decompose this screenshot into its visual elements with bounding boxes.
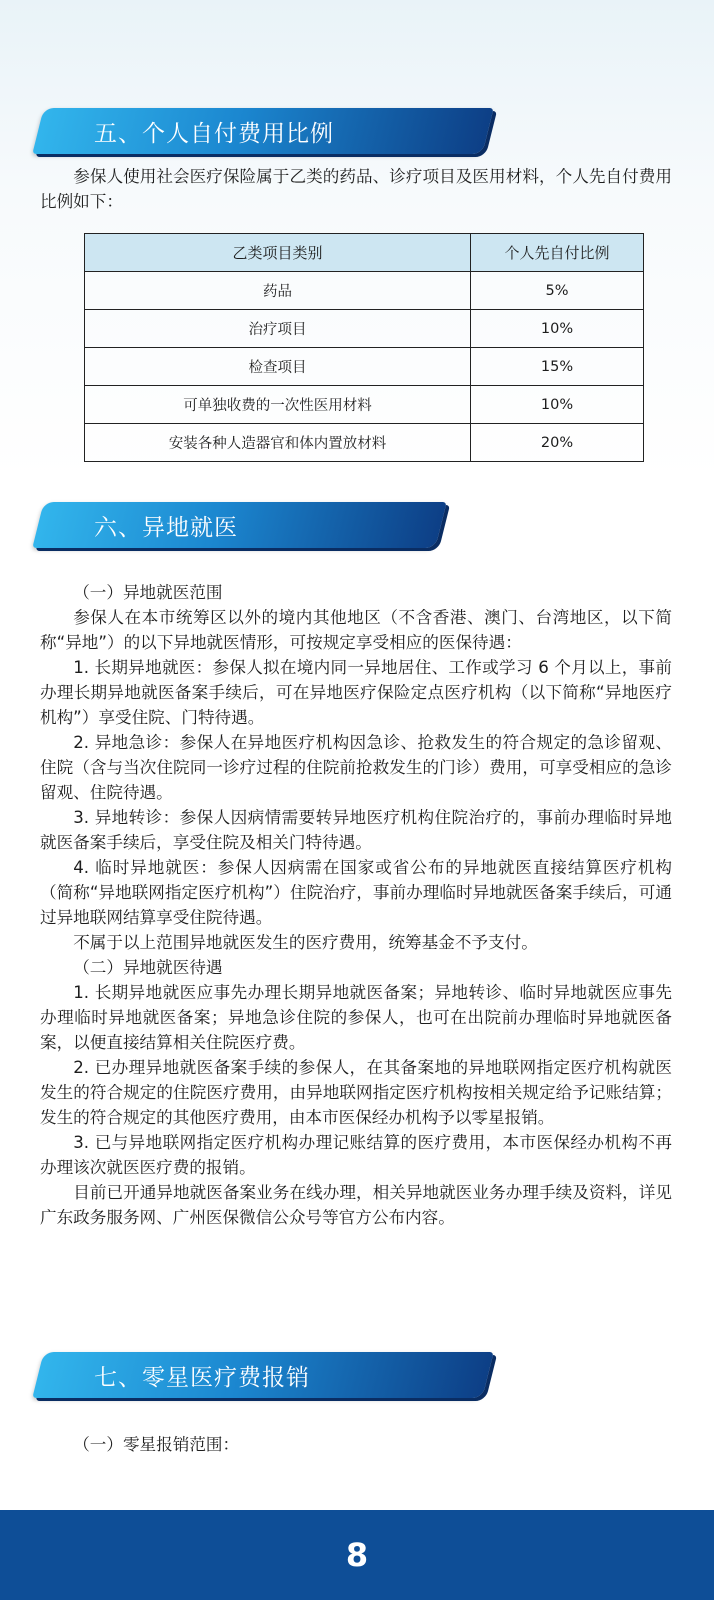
section-6-title: 六、异地就医 — [94, 514, 238, 541]
section-5-title: 五、个人自付费用比例 — [94, 120, 334, 147]
table-row — [85, 272, 644, 310]
page-footer — [0, 1510, 714, 1600]
cell-ratio: 20% — [471, 424, 644, 462]
section-7-subtitle: （一）零星报销范围： — [73, 1435, 240, 1454]
paragraph-benefit-1: 1. 长期异地就医应事先办理长期异地就医备案；异地转诊、临时异地就医应事先办理临时异地就医备案；异地急诊住院的参保人，也可在出院前办理临时异地就医备案，以便直接结算相关住院医疗费。 — [40, 983, 672, 1052]
section-6-banner — [38, 502, 441, 548]
paragraph-long-term: 1. 长期异地就医：参保人拟在境内同一异地居住、工作或学习 6 个月以上，事前办理长期异地就医备案手续后，可在异地医疗保险定点医疗机构（以下简称“异地医疗机构”）享受住院、门特待遇。 — [40, 658, 672, 727]
cell-category: 药品 — [85, 272, 471, 310]
cell-ratio: 5% — [471, 272, 644, 310]
paragraph-scope-intro: 参保人在本市统筹区以外的境内其他地区（不含香港、澳门、台湾地区，以下简称“异地”）的以下异地就医情形，可按规定享受相应的医保待遇： — [40, 608, 672, 652]
cell-category: 治疗项目 — [85, 310, 471, 348]
section-5-intro: 参保人使用社会医疗保险属于乙类的药品、诊疗项目及医用材料，个人先自付费用比例如下： — [40, 167, 672, 211]
cell-category: 可单独收费的一次性医用材料 — [85, 386, 471, 424]
cell-category: 安装各种人造器官和体内置放材料 — [85, 424, 471, 462]
header-category: 乙类项目类别 — [85, 234, 471, 272]
paragraph-referral: 3. 异地转诊：参保人因病情需要转异地医疗机构住院治疗的，事前办理临时异地就医备案手续后，享受住院及相关门特待遇。 — [40, 808, 672, 852]
section-6-body — [40, 580, 672, 1230]
table-header-row — [85, 234, 644, 272]
page-number: 8 — [345, 1536, 369, 1574]
paragraph-emergency: 2. 异地急诊：参保人在异地医疗机构因急诊、抢救发生的符合规定的急诊留观、住院（含与当次住院同一诊疗过程的住院前抢救发生的门诊）费用，可享受相应的急诊留观、住院待遇。 — [40, 733, 672, 802]
cell-ratio: 10% — [471, 386, 644, 424]
section-7-title: 七、零星医疗费报销 — [94, 1364, 310, 1391]
header-ratio: 个人先自付比例 — [471, 234, 644, 272]
table-row — [85, 424, 644, 462]
section-5-banner — [38, 108, 488, 154]
paragraph-benefit-3: 3. 已与异地联网指定医疗机构办理记账结算的医疗费用，本市医保经办机构不再办理该次就医医疗费的报销。 — [40, 1133, 672, 1177]
section-7-banner — [38, 1352, 488, 1398]
subheading-scope: （一）异地就医范围 — [73, 583, 223, 602]
paragraph-temporary: 4. 临时异地就医：参保人因病需在国家或省公布的异地就医直接结算医疗机构（简称“异地联网指定医疗机构”）住院治疗，事前办理临时异地就医备案手续后，可通过异地联网结算享受住院待遇。 — [40, 858, 672, 927]
cell-category: 检查项目 — [85, 348, 471, 386]
table-row — [85, 348, 644, 386]
copay-ratio-table — [84, 233, 644, 462]
cell-ratio: 15% — [471, 348, 644, 386]
cell-ratio: 10% — [471, 310, 644, 348]
subheading-benefits: （二）异地就医待遇 — [73, 958, 223, 977]
paragraph-not-covered: 不属于以上范围异地就医发生的医疗费用，统筹基金不予支付。 — [73, 933, 538, 952]
paragraph-online-service: 目前已开通异地就医备案业务在线办理，相关异地就医业务办理手续及资料，详见广东政务服务网、广州医保微信公众号等官方公布内容。 — [40, 1183, 672, 1227]
paragraph-benefit-2: 2. 已办理异地就医备案手续的参保人，在其备案地的异地联网指定医疗机构就医发生的符合规定的住院医疗费用，由异地联网指定医疗机构按相关规定给予记账结算；发生的符合规定的其他医疗费用，由本市医保经办机构予以零星报销。 — [40, 1058, 672, 1127]
table-row — [85, 310, 644, 348]
table-row — [85, 386, 644, 424]
